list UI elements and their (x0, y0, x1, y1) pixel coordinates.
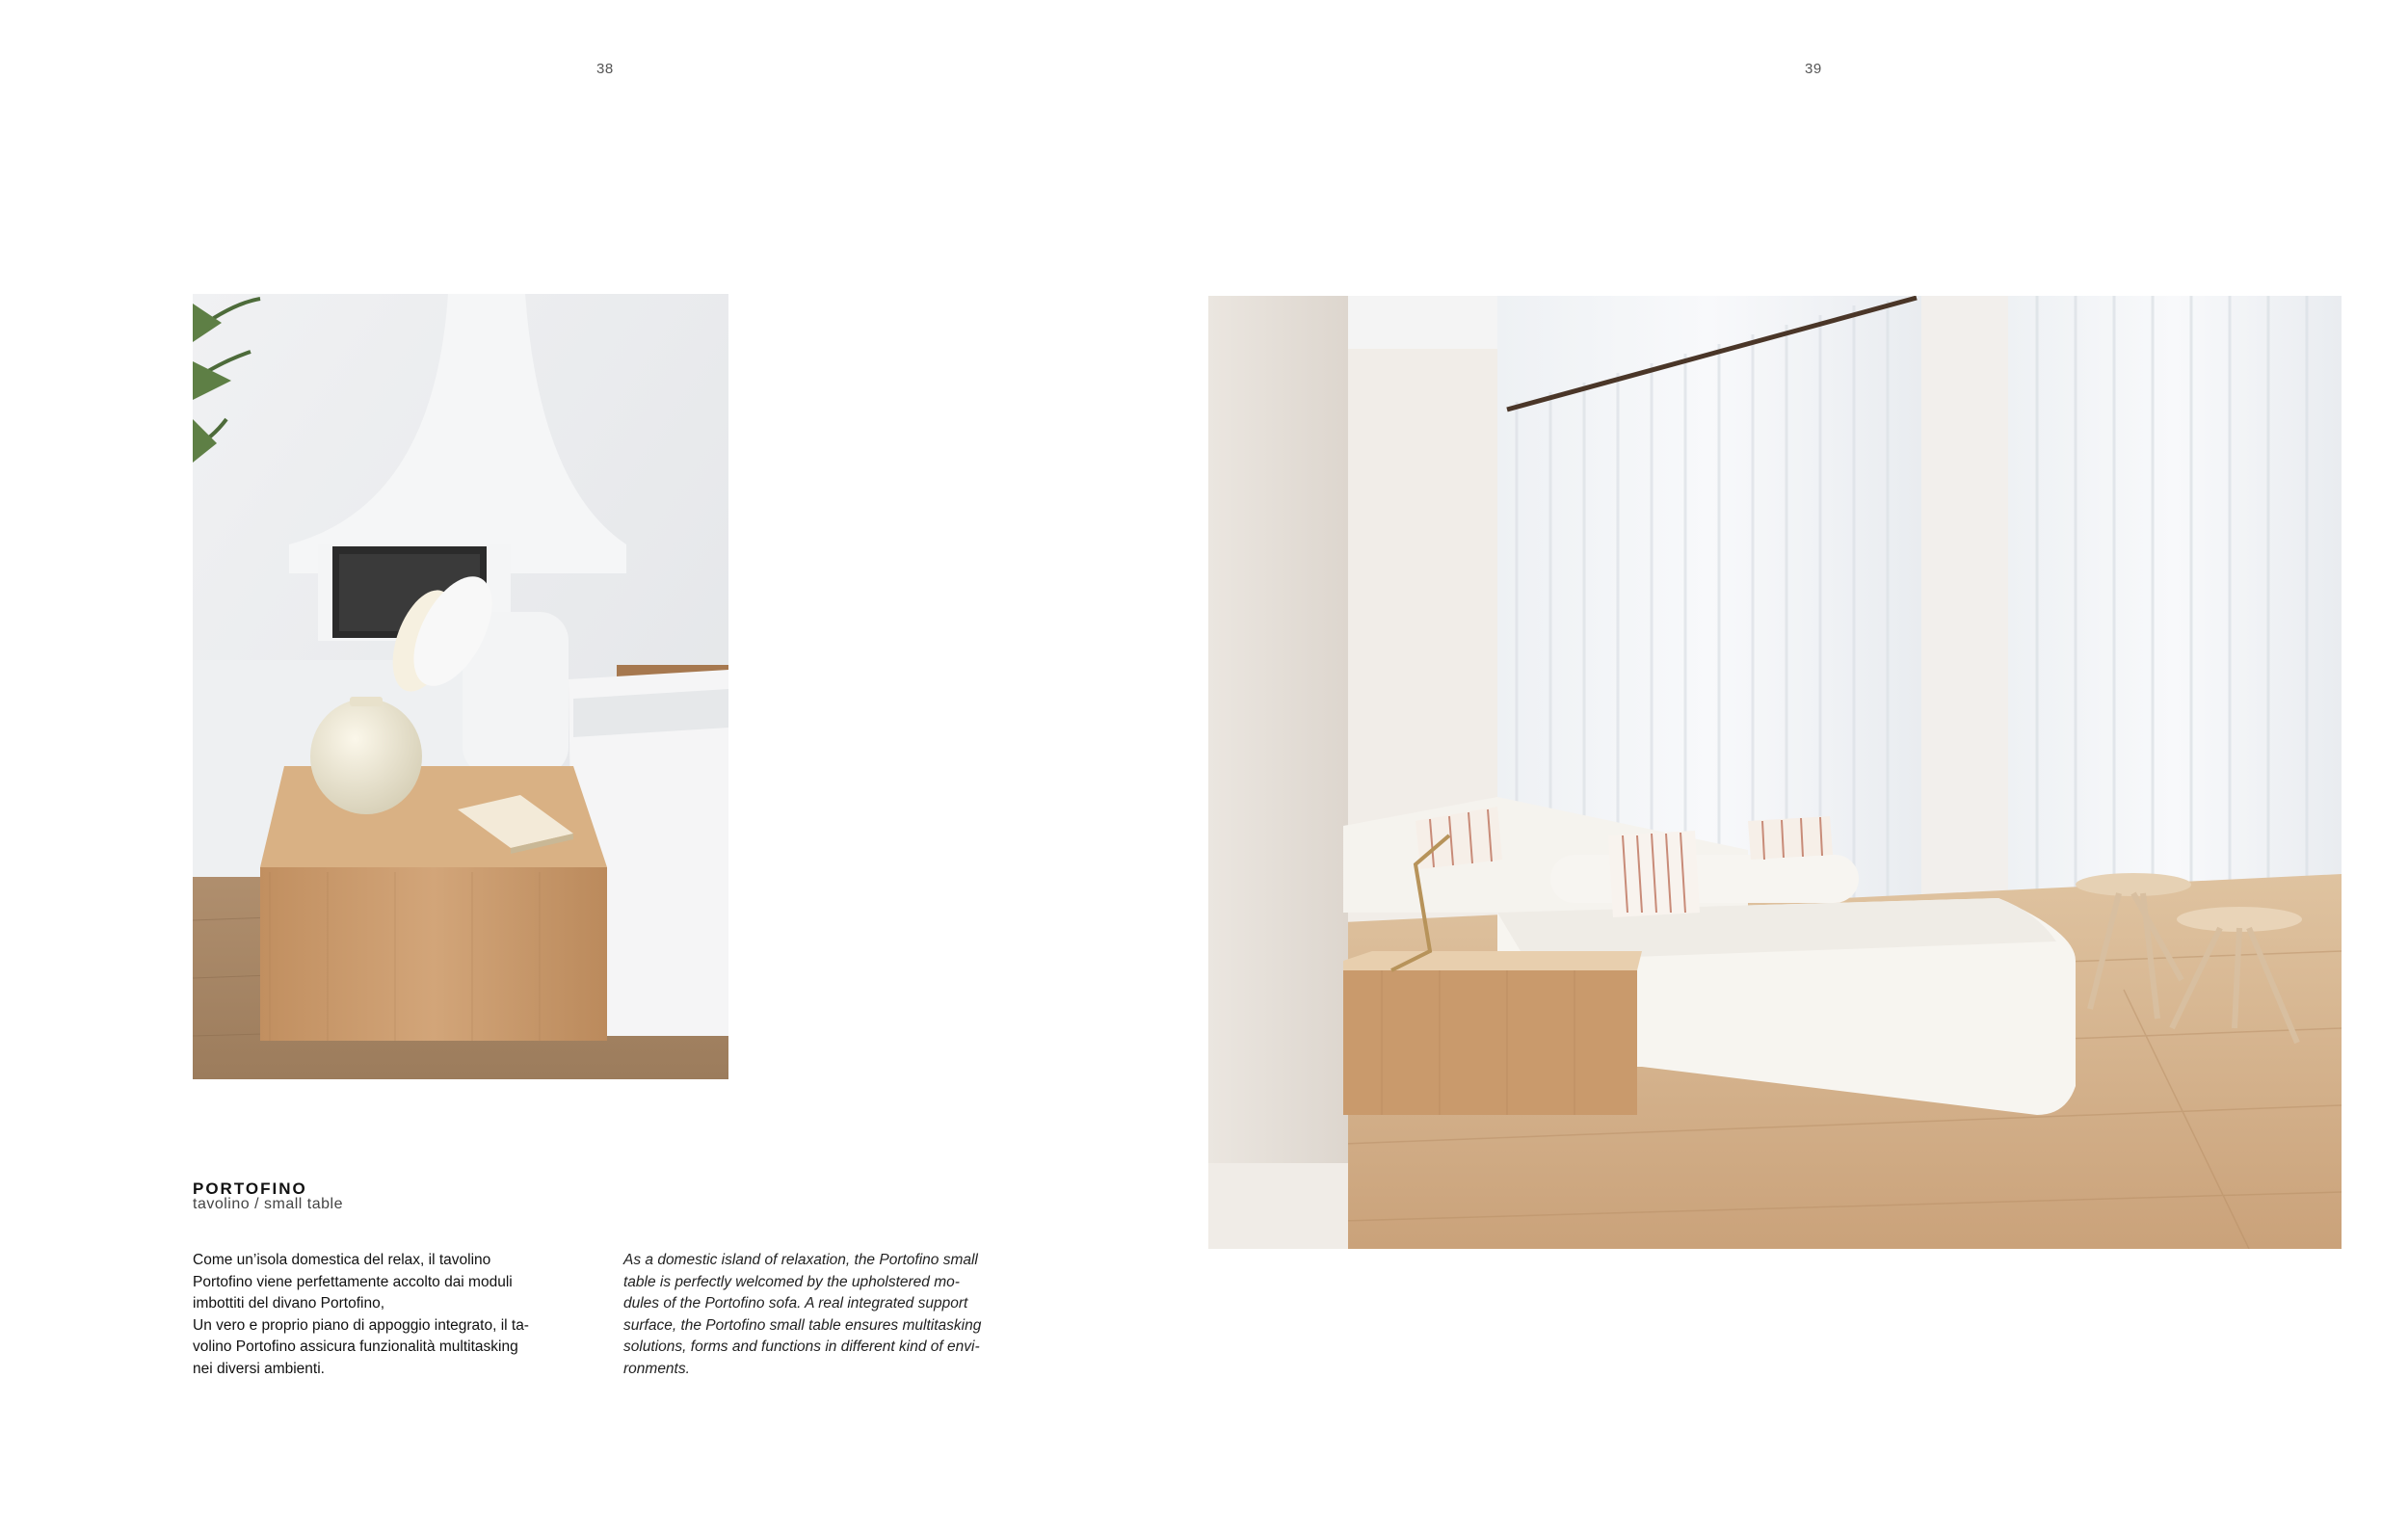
product-name: PORTOFINO (193, 1179, 307, 1198)
text-line: Un vero e proprio piano di appoggio integrato, il ta- (193, 1316, 529, 1334)
product-subtitle: tavolino / small table (193, 1196, 343, 1212)
text-line: dules of the Portofino sofa. A real integrated support (623, 1295, 968, 1312)
text-line: ronments. (623, 1360, 690, 1377)
text-line: As a domestic island of relaxation, the Portofino small (623, 1252, 978, 1268)
text-line: volino Portofino assicura funzionalità multitasking (193, 1338, 518, 1356)
text-line: Portofino viene perfettamente accolto dai moduli (193, 1273, 513, 1290)
description-italian (193, 1250, 597, 1381)
text-line: Come un’isola domestica del relax, il tavolino (193, 1252, 491, 1268)
text-line: imbottiti del divano Portofino, (193, 1295, 385, 1312)
text-line: solutions, forms and functions in different kind of envi- (623, 1338, 980, 1356)
page-number-right: 39 (1805, 61, 1822, 77)
product-photo-living-room (1208, 296, 2342, 1249)
page-number-left: 38 (596, 61, 614, 77)
product-photo-closeup (193, 294, 728, 1079)
text-line: surface, the Portofino small table ensures multitasking (623, 1316, 982, 1334)
text-line: nei diversi ambienti. (193, 1360, 325, 1377)
description-english (623, 1250, 1038, 1381)
text-line: table is perfectly welcomed by the upholstered mo- (623, 1273, 960, 1290)
